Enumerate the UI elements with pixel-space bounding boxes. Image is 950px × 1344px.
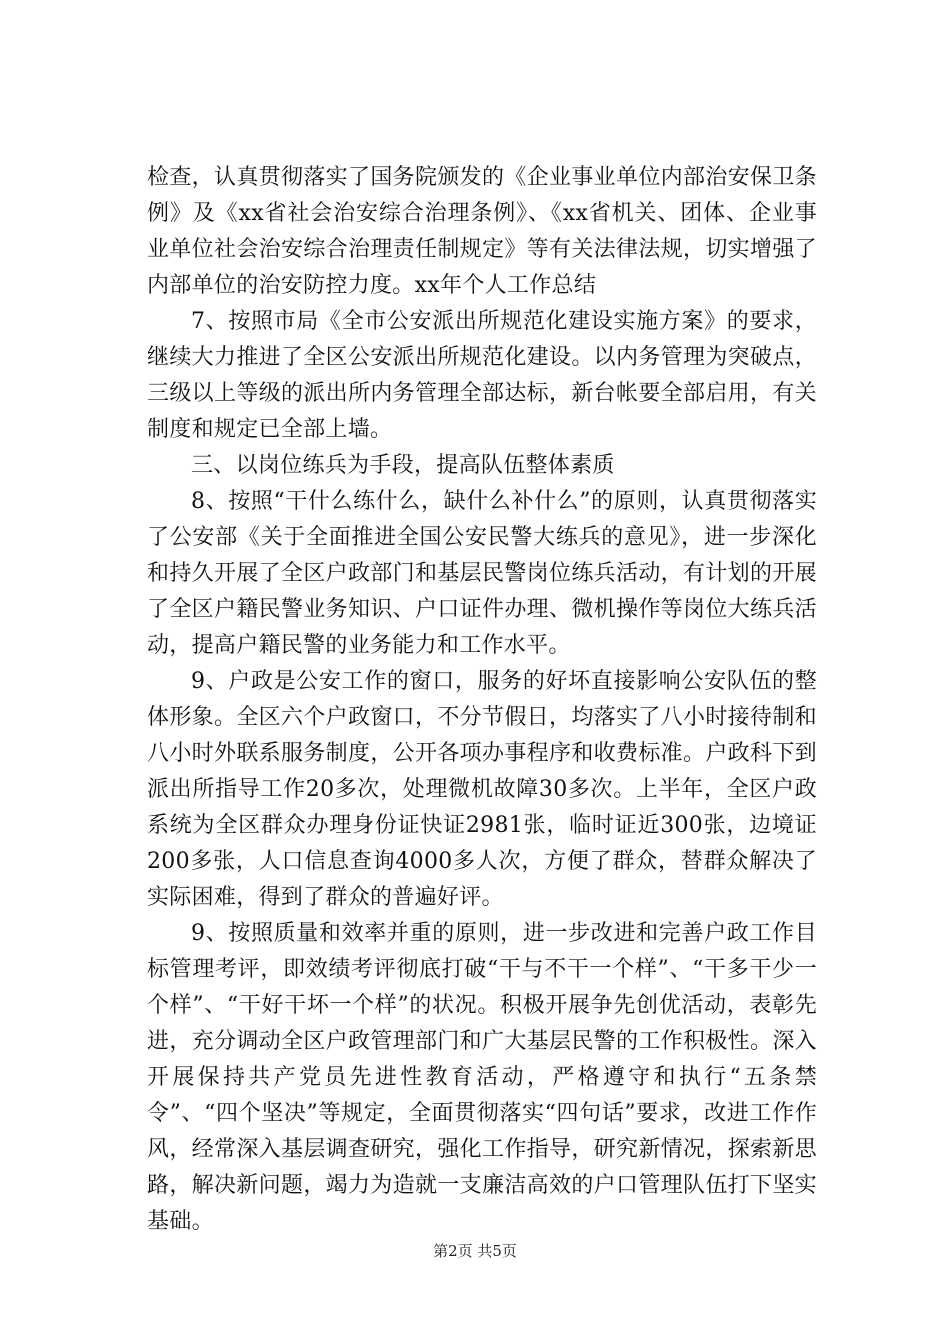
document-body: [147, 160, 817, 1240]
paragraph-item-7: 7、按照市局《全市公安派出所规范化建设实施方案》的要求，继续大力推进了全区公安派出所规范化建设。以内务管理为突破点，三级以上等级的派出所内务管理全部达标，新台帐要全部启用，有关制度和规定已全部上墙。: [147, 309, 817, 442]
paragraph-item-9b: 9、按照质量和效率并重的原则，进一步改进和完善户政工作目标管理考评，即效绩考评彻底打破“干与不干一个样”、“干多干少一个样”、“干好干坏一个样”的状况。积极开展争先创优活动，表彰先进，充分调动全区户政管理部门和广大基层民警的工作积极性。深入开展保持共产党员先进性教育活动，严格遵守和执行“五条禁令”、“四个坚决”等规定，全面贯彻落实“四句话”要求，改进工作作风，经常深入基层调查研究，强化工作指导，研究新情况，探索新思路，解决新问题，竭力为造就一支廉洁高效的户口管理队伍打下坚实基础。: [147, 921, 817, 1234]
paragraph-item-8: 8、按照“干什么练什么，缺什么补什么”的原则，认真贯彻落实了公安部《关于全面推进全国公安民警大练兵的意见》，进一步深化和持久开展了全区户政部门和基层民警岗位练兵活动，有计划的开展了全区户籍民警业务知识、户口证件办理、微机操作等岗位大练兵活动，提高户籍民警的业务能力和工作水平。: [147, 489, 817, 658]
paragraph-continuation: 检查，认真贯彻落实了国务院颁发的《企业事业单位内部治安保卫条例》及《xx省社会治安综合治理条例》、《xx省机关、团体、企业事业单位社会治安综合治理责任制规定》等有关法律法规，切实增强了内部单位的治安防控力度。xx年个人工作总结: [147, 165, 817, 298]
section-heading-3: 三、以岗位练兵为手段，提高队伍整体素质: [191, 453, 615, 478]
page-footer: 第2页 共5页: [433, 1242, 517, 1260]
paragraph-item-9a: 9、户政是公安工作的窗口，服务的好坏直接影响公安队伍的整体形象。全区六个户政窗口，不分节假日，均落实了八小时接待制和八小时外联系服务制度，公开各项办事程序和收费标准。户政科下到派出所指导工作20多次，处理微机故障30多次。上半年，全区户政系统为全区群众办理身份证快证2981张，临时证近300张，边境证200多张，人口信息查询4000多人次，方便了群众，替群众解决了实际困难，得到了群众的普遍好评。: [147, 669, 817, 910]
